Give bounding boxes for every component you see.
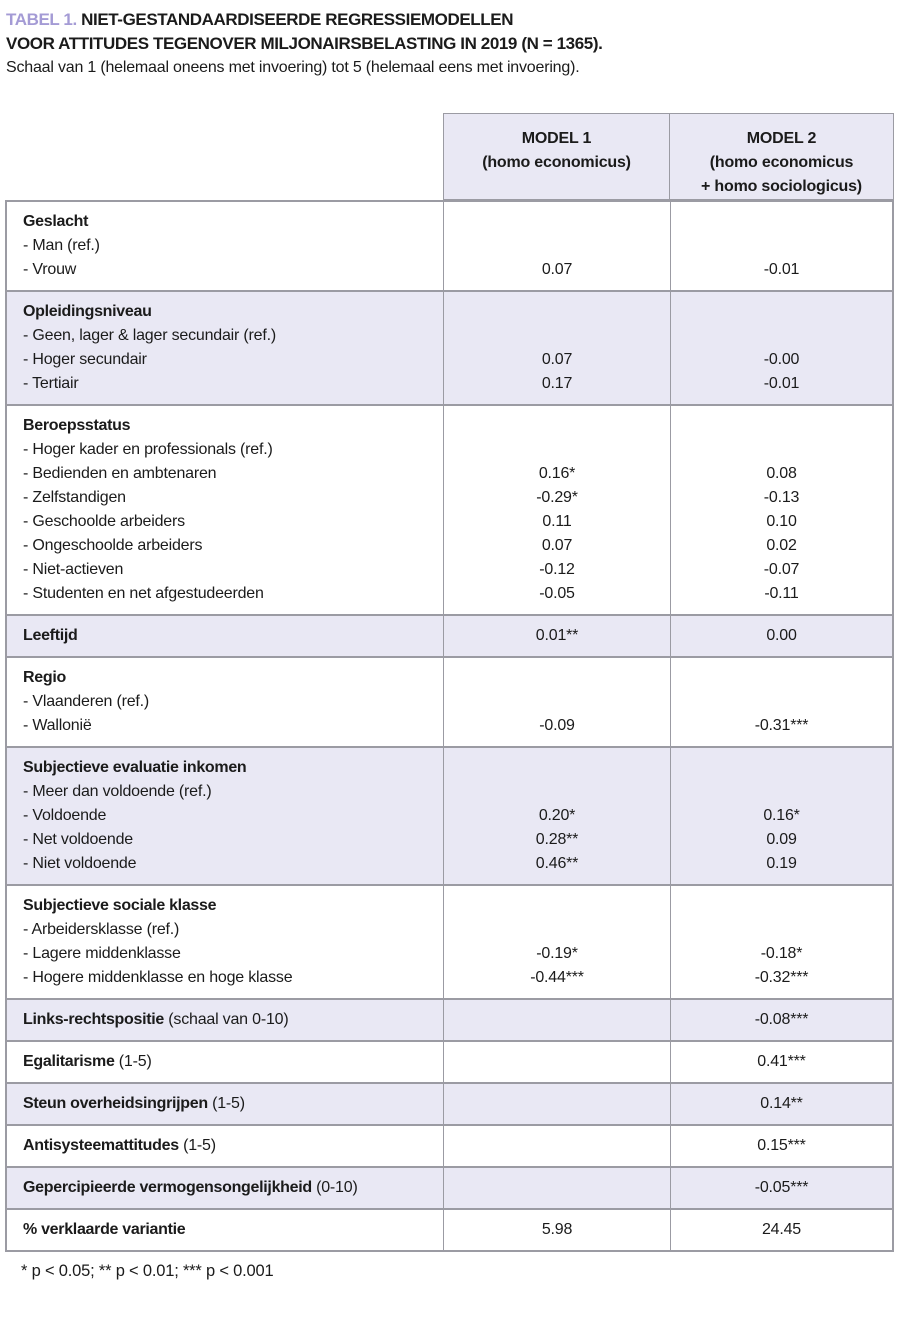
value-column — [443, 886, 670, 998]
label-column — [7, 202, 443, 290]
table-section — [7, 656, 892, 746]
cell-model2: 0.15*** — [757, 1137, 806, 1154]
header-model1 — [443, 113, 670, 200]
cell-model1: 0.16* — [538, 465, 576, 482]
caption-line-1 — [6, 8, 602, 32]
cell-model1: 0.07 — [541, 351, 573, 368]
cell-model1: 5.98 — [541, 1221, 573, 1238]
cell-model1: 0.01** — [535, 627, 579, 644]
header-model2-line: (homo economicus — [709, 154, 854, 171]
cell-model1 — [444, 666, 670, 690]
row-label: Egalitarisme (1-5) — [23, 1053, 152, 1070]
cell-model1 — [444, 756, 670, 780]
label-column — [7, 886, 443, 998]
row-label-bold: Links-rechtspositie — [23, 1011, 165, 1028]
value-column — [670, 748, 892, 884]
cell-model1: 0.11 — [542, 513, 572, 530]
header-model2 — [670, 113, 894, 200]
cell-model1 — [444, 1092, 670, 1116]
cell-model1: -0.29* — [536, 489, 578, 506]
header-model2-line: MODEL 2 — [746, 130, 817, 147]
row-label: - Geen, lager & lager secundair (ref.) — [23, 327, 276, 344]
row-label: - Ongeschoolde arbeiders — [23, 537, 203, 554]
cell-model2 — [671, 756, 892, 780]
row-label-bold: Antisysteemattitudes — [23, 1137, 179, 1154]
cell-model2: 24.45 — [761, 1221, 802, 1238]
cell-model2 — [671, 210, 892, 234]
row-label: - Vlaanderen (ref.) — [23, 693, 150, 710]
cell-model1 — [444, 210, 670, 234]
cell-model2: 0.19 — [766, 855, 797, 872]
row-label — [23, 1218, 435, 1242]
cell-model2: -0.05*** — [754, 1179, 809, 1196]
cell-model1: 0.46** — [535, 855, 579, 872]
cell-model2: 0.00 — [766, 627, 797, 644]
table-section — [7, 746, 892, 884]
label-column — [7, 292, 443, 404]
value-column — [670, 1084, 892, 1124]
row-label-bold: Subjectieve sociale klasse — [23, 897, 217, 914]
row-label — [23, 894, 435, 918]
cell-model2: 0.08 — [766, 465, 797, 482]
label-column — [7, 1210, 443, 1250]
header-model1-line: (homo economicus) — [482, 154, 631, 171]
table-section — [7, 290, 892, 404]
table-section — [7, 1166, 892, 1208]
value-column — [670, 1042, 892, 1082]
value-column — [443, 1168, 670, 1208]
cell-model2: -0.11 — [764, 585, 799, 602]
cell-model2 — [671, 438, 892, 462]
cell-model1: 0.07 — [541, 261, 573, 278]
row-label-bold: Subjectieve evaluatie inkomen — [23, 759, 247, 776]
label-column — [7, 616, 443, 656]
cell-model1: -0.09 — [539, 717, 575, 734]
label-column — [7, 1000, 443, 1040]
row-label-bold: Beroepsstatus — [23, 417, 131, 434]
label-column — [7, 1168, 443, 1208]
value-column — [443, 292, 670, 404]
row-label: - Hogere middenklasse en hoge klasse — [23, 969, 293, 986]
cell-model2: 0.02 — [766, 537, 797, 554]
row-label: - Wallonië — [23, 717, 92, 734]
label-column — [7, 1042, 443, 1082]
cell-model1 — [444, 894, 670, 918]
regression-table — [5, 113, 894, 1252]
value-column — [670, 292, 892, 404]
row-label-bold: Egalitarisme — [23, 1053, 115, 1070]
row-label-bold: Steun overheidsingrijpen — [23, 1095, 208, 1112]
row-label: - Meer dan voldoende (ref.) — [23, 783, 212, 800]
caption-line-3: Schaal van 1 (helemaal oneens met invoering) tot 5 (helemaal eens met invoering). — [6, 59, 580, 76]
row-label — [23, 300, 435, 324]
cell-model2 — [671, 300, 892, 324]
value-column — [670, 202, 892, 290]
row-label: - Geschoolde arbeiders — [23, 513, 185, 530]
row-label: - Net voldoende — [23, 831, 133, 848]
value-column — [443, 1126, 670, 1166]
header-model1-line: MODEL 1 — [521, 130, 592, 147]
cell-model1 — [444, 438, 670, 462]
row-label: - Lagere middenklasse — [23, 945, 181, 962]
cell-model1: 0.20* — [538, 807, 576, 824]
cell-model2 — [671, 894, 892, 918]
header-model2-line: + homo sociologicus) — [701, 178, 862, 195]
cell-model1 — [444, 1050, 670, 1074]
value-column — [443, 748, 670, 884]
row-label: - Hoger kader en professionals (ref.) — [23, 441, 273, 458]
value-column — [443, 1210, 670, 1250]
cell-model1: 0.28** — [535, 831, 579, 848]
table-number: TABEL 1. — [6, 10, 77, 29]
value-column — [443, 1000, 670, 1040]
row-label: - Bedienden en ambtenaren — [23, 465, 217, 482]
table-caption — [6, 8, 602, 80]
value-column — [670, 1210, 892, 1250]
row-label: - Vrouw — [23, 261, 77, 278]
row-label: Antisysteemattitudes (1-5) — [23, 1137, 216, 1154]
value-column — [670, 1168, 892, 1208]
value-column — [670, 1000, 892, 1040]
cell-model2: -0.08*** — [754, 1011, 809, 1028]
label-column — [7, 1126, 443, 1166]
cell-model1 — [444, 1134, 670, 1158]
cell-model2: -0.18* — [760, 945, 803, 962]
row-label-bold: Leeftijd — [23, 627, 78, 644]
cell-model2: -0.13 — [763, 489, 800, 506]
row-label-bold: Opleidingsniveau — [23, 303, 152, 320]
value-column — [443, 406, 670, 614]
table-section — [7, 614, 892, 656]
table-section — [7, 998, 892, 1040]
row-label: - Tertiair — [23, 375, 79, 392]
cell-model2 — [671, 690, 892, 714]
value-column — [670, 1126, 892, 1166]
row-label: - Niet-actieven — [23, 561, 124, 578]
row-label-bold: Gepercipieerde vermogensongelijkheid — [23, 1179, 312, 1196]
cell-model2 — [671, 666, 892, 690]
cell-model1: -0.12 — [539, 561, 575, 578]
table-section — [7, 404, 892, 614]
cell-model1 — [444, 690, 670, 714]
row-label: - Niet voldoende — [23, 855, 137, 872]
header-spacer — [5, 113, 443, 200]
table-section — [7, 200, 892, 290]
row-label — [23, 210, 435, 234]
table-body — [5, 200, 894, 1252]
row-label — [23, 666, 435, 690]
row-label: Steun overheidsingrijpen (1-5) — [23, 1095, 245, 1112]
table-section — [7, 1124, 892, 1166]
row-label: - Zelfstandigen — [23, 489, 126, 506]
cell-model2: 0.16* — [763, 807, 800, 824]
cell-model2: -0.31*** — [754, 717, 809, 734]
caption-line-2: VOOR ATTITUDES TEGENOVER MILJONAIRSBELASTING IN 2019 (N = 1365). — [6, 34, 603, 53]
value-column — [670, 406, 892, 614]
row-label — [23, 414, 435, 438]
row-label: - Hoger secundair — [23, 351, 147, 368]
label-column — [7, 1084, 443, 1124]
row-label: - Arbeidersklasse (ref.) — [23, 921, 180, 938]
cell-model1 — [444, 234, 670, 258]
row-label-bold: % verklaarde variantie — [23, 1221, 186, 1238]
cell-model1 — [444, 414, 670, 438]
label-column — [7, 748, 443, 884]
table-header-row — [5, 113, 894, 200]
value-column — [670, 616, 892, 656]
cell-model2: 0.41*** — [757, 1053, 806, 1070]
cell-model1: -0.19* — [536, 945, 578, 962]
cell-model1 — [444, 1176, 670, 1200]
row-label: - Studenten en net afgestudeerden — [23, 585, 264, 602]
cell-model2: -0.01 — [763, 261, 800, 278]
cell-model2 — [671, 780, 892, 804]
row-label: Links-rechtspositie (schaal van 0-10) — [23, 1011, 289, 1028]
cell-model2 — [671, 324, 892, 348]
cell-model2: -0.00 — [763, 351, 800, 368]
cell-model1: -0.44*** — [530, 969, 584, 986]
significance-footnote: * p < 0.05; ** p < 0.01; *** p < 0.001 — [21, 1262, 274, 1280]
value-column — [443, 1042, 670, 1082]
cell-model2 — [671, 414, 892, 438]
caption-title: NIET-GESTANDAARDISEERDE REGRESSIEMODELLEN — [81, 10, 514, 29]
cell-model2: -0.01 — [763, 375, 800, 392]
cell-model2 — [671, 234, 892, 258]
row-label-bold: Geslacht — [23, 213, 89, 230]
value-column — [443, 202, 670, 290]
cell-model2: -0.07 — [763, 561, 800, 578]
value-column — [670, 658, 892, 746]
label-column — [7, 658, 443, 746]
value-column — [443, 1084, 670, 1124]
table-section — [7, 1208, 892, 1250]
value-column — [670, 886, 892, 998]
value-column — [443, 616, 670, 656]
label-column — [7, 406, 443, 614]
cell-model1 — [444, 780, 670, 804]
cell-model2: -0.32*** — [754, 969, 809, 986]
cell-model2: 0.09 — [766, 831, 797, 848]
cell-model1 — [444, 1008, 670, 1032]
table-section — [7, 1040, 892, 1082]
cell-model1: -0.05 — [539, 585, 575, 602]
row-label — [23, 756, 435, 780]
cell-model2: 0.10 — [766, 513, 797, 530]
cell-model1 — [444, 324, 670, 348]
cell-model2: 0.14** — [760, 1095, 803, 1112]
cell-model1: 0.07 — [541, 537, 573, 554]
row-label: - Voldoende — [23, 807, 107, 824]
row-label — [23, 624, 435, 648]
cell-model2 — [671, 918, 892, 942]
value-column — [443, 658, 670, 746]
cell-model1 — [444, 300, 670, 324]
row-label: - Man (ref.) — [23, 237, 100, 254]
table-section — [7, 1082, 892, 1124]
row-label: Gepercipieerde vermogensongelijkheid (0-10) — [23, 1179, 358, 1196]
row-label-bold: Regio — [23, 669, 66, 686]
cell-model1 — [444, 918, 670, 942]
table-section — [7, 884, 892, 998]
cell-model1: 0.17 — [541, 375, 573, 392]
